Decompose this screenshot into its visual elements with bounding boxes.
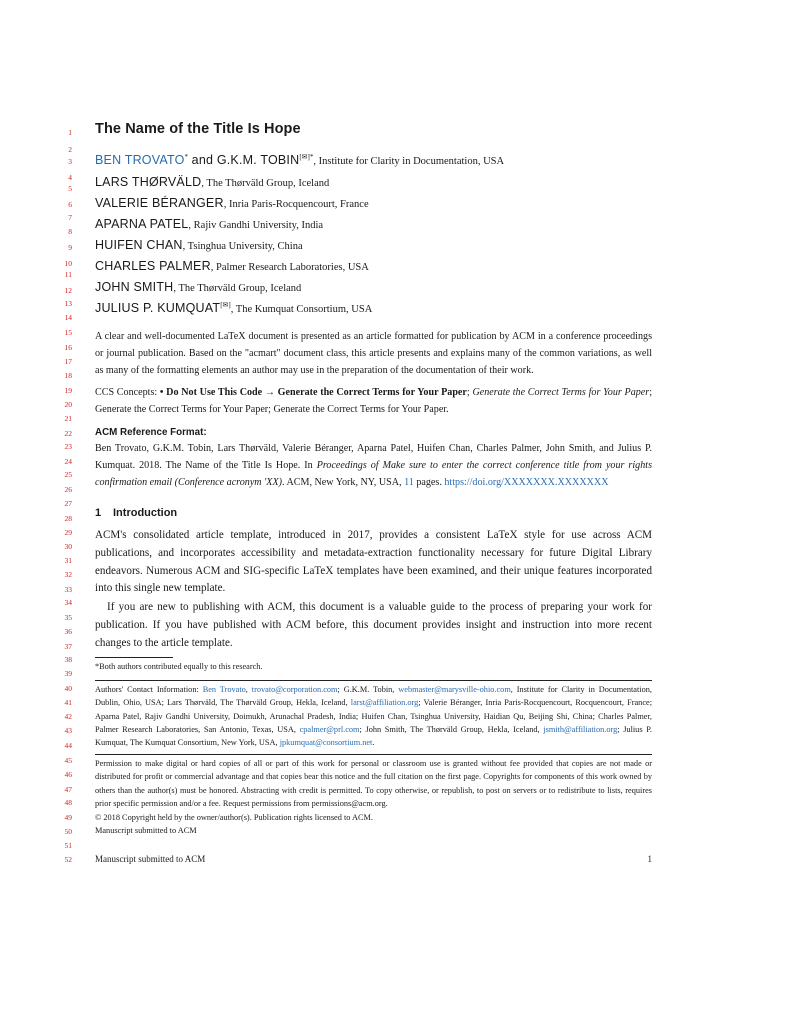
line-number: 47 xyxy=(64,785,72,794)
line-number: 14 xyxy=(64,313,72,322)
author-footnote-mark: [✉]* xyxy=(299,153,314,161)
author-name: APARNA PATEL xyxy=(95,217,189,231)
author-link[interactable]: Ben Trovato xyxy=(202,685,246,694)
email-link[interactable]: trovato@corporation.com xyxy=(251,685,338,694)
ccs-label: CCS Concepts: xyxy=(95,387,160,398)
copyright-notice: © 2018 Copyright held by the owner/author(s). Publication rights licensed to ACM. xyxy=(95,813,373,822)
line-number: 48 xyxy=(64,798,72,807)
line-number: 30 xyxy=(64,542,72,551)
line-number: 8 xyxy=(68,227,72,236)
author-footnote-mark: [✉] xyxy=(220,301,231,309)
author-name: G.K.M. TOBIN xyxy=(216,153,300,167)
line-number: 15 xyxy=(64,328,72,337)
line-number: 4 xyxy=(68,173,72,182)
line-number: 38 xyxy=(64,655,72,664)
line-number: 45 xyxy=(64,756,72,765)
intro-paragraph-2: If you are new to publishing with ACM, this document is a valuable guide to the process of preparing your work for publication. If you have published with ACM before, this document provides insight and instruction into more recent changes to the article template. xyxy=(95,601,652,649)
line-number: 20 xyxy=(64,400,72,409)
permission-rule xyxy=(95,754,652,755)
manuscript-note: Manuscript submitted to ACM xyxy=(95,826,197,835)
contact-text: . xyxy=(372,738,375,748)
ccs-concepts xyxy=(95,385,652,419)
contact-text: ; John Smith, The Thørväld Group, Hekla, Iceland, xyxy=(359,724,544,734)
author-line-1 xyxy=(95,153,504,167)
reference-format-heading-wrap xyxy=(95,425,652,442)
ccs-separator: ; xyxy=(466,387,473,398)
author-conjunction: and xyxy=(188,153,217,167)
line-number: 33 xyxy=(64,585,72,594)
line-number: 46 xyxy=(64,770,72,779)
author-line-4 xyxy=(95,217,323,231)
line-number: 34 xyxy=(64,598,72,607)
section-number: 1 xyxy=(95,507,102,519)
ccs-rest: ; Generate the Correct Terms for Your Paper; Generate the Correct Terms for Your Paper. xyxy=(95,387,653,415)
email-link[interactable]: cpalmer@prl.com xyxy=(299,724,360,734)
line-number: 7 xyxy=(68,213,72,222)
line-number: 16 xyxy=(64,343,72,352)
author-line-3 xyxy=(95,196,369,210)
line-number: 35 xyxy=(64,613,72,622)
email-link[interactable]: jpkumquat@consortium.net xyxy=(279,738,373,748)
line-number: 36 xyxy=(64,627,72,636)
author-line-2 xyxy=(95,175,329,189)
contact-text: , Institute for Clarity in Documentation, Dublin, Ohio, USA; Lars Thørväld, The Thørväld Group, Hekla, Iceland, xyxy=(95,685,652,708)
paper-title: The Name of the Title Is Hope xyxy=(95,121,301,137)
contact-text: ; Valerie Béranger, Inria Paris-Rocquencourt, Rocquencourt, France; Aparna Patel, Rajiv Gandhi University, Doimukh, Arunachal Pradesh, India; Huifen Chan, Tsinghua University, Haidian Qu, Beijing Shi, China; Charles Palmer, Palmer Research Laboratories, San Antonio, Texas, USA, xyxy=(95,698,652,734)
author-affiliation: , Rajiv Gandhi University, India xyxy=(188,220,324,231)
line-number: 25 xyxy=(64,470,72,479)
email-link[interactable]: jsmith@affiliation.org xyxy=(543,724,618,734)
reference-format-heading: ACM Reference Format: xyxy=(95,427,207,438)
page-number: 1 xyxy=(647,854,652,864)
line-number: 19 xyxy=(64,386,72,395)
author-affiliation: , The Thørväld Group, Iceland xyxy=(173,283,302,294)
line-number: 37 xyxy=(64,642,72,651)
line-number: 9 xyxy=(68,243,72,252)
line-number: 51 xyxy=(64,841,72,850)
section-title: Introduction xyxy=(113,507,178,519)
permission-notice: Permission to make digital or hard copies of all or part of this work for personal or classroom use is granted without fee provided that copies are not made or distributed for profit or commercial advantage and that copies bear this notice and the full citation on the first page. Copyrights for components of this work owned by others than the author(s) must be honored. Abstracting with credit is permitted. To copy otherwise, or republish, to post on servers or to redistribute to lists, requires prior specific permission and/or a fee. Request permissions from permissions@acm.org. xyxy=(95,759,652,808)
author-affiliation: , Tsinghua University, China xyxy=(182,241,303,252)
contact-text: ; Julius P. Kumquat, The Kumquat Consortium, New York, USA, xyxy=(95,724,652,748)
reference-format xyxy=(95,441,652,491)
author-affiliation: , Palmer Research Laboratories, USA xyxy=(210,262,369,273)
author-name: CHARLES PALMER xyxy=(95,259,211,273)
doi-link[interactable]: https://doi.org/XXXXXXX.XXXXXXX xyxy=(444,476,609,488)
line-number: 41 xyxy=(64,698,72,707)
author-affiliation: , The Thørväld Group, Iceland xyxy=(201,178,330,189)
ref-text: pages. xyxy=(413,476,445,488)
author-name: JOHN SMITH xyxy=(95,280,174,294)
author-name: JULIUS P. KUMQUAT xyxy=(95,301,221,315)
line-number: 27 xyxy=(64,499,72,508)
email-link[interactable]: larst@affiliation.org xyxy=(350,698,419,708)
section-heading xyxy=(95,507,177,519)
footer-manuscript: Manuscript submitted to ACM xyxy=(95,854,206,864)
intro-paragraph-1: ACM's consolidated article template, introduced in 2017, provides a consistent LaTeX style for use across ACM publications, and incorporates accessibility and metadata-extraction functionality necessary for future Digital Library endeavors. Numerous ACM and SIG-specific LaTeX templates have been examined, and their unique features incorporated into this single new template. xyxy=(95,529,652,595)
author-affiliation: , Inria Paris-Rocquencourt, France xyxy=(223,199,369,210)
line-number: 10 xyxy=(64,259,72,268)
line-number: 49 xyxy=(64,813,72,822)
author-line-8 xyxy=(95,301,372,315)
author-line-5 xyxy=(95,238,303,252)
ref-text: . ACM, New York, NY, USA, xyxy=(281,476,405,488)
ccs-bold-concept: • Do Not Use This Code → Generate the Correct Terms for Your Paper xyxy=(159,387,467,398)
line-number: 2 xyxy=(68,145,72,154)
author-affiliation: , Institute for Clarity in Documentation, USA xyxy=(313,156,505,167)
line-number: 3 xyxy=(68,157,72,166)
line-number: 17 xyxy=(64,357,72,366)
line-number: 13 xyxy=(64,299,72,308)
line-number: 32 xyxy=(64,570,72,579)
line-number: 29 xyxy=(64,528,72,537)
contact-text: ; G.K.M. Tobin, xyxy=(337,685,399,694)
line-number: 24 xyxy=(64,457,72,466)
line-number: 43 xyxy=(64,726,72,735)
author-footnote-mark: * xyxy=(184,153,188,161)
footnote: *Both authors contributed equally to this research. xyxy=(95,662,263,671)
contact-information xyxy=(95,683,652,749)
ref-text: Ben Trovato, G.K.M. Tobin, Lars Thørväld, Valerie Béranger, Aparna Patel, Huifen Chan, Charles Palmer, John Smith, and Julius P. Kumquat. 2018. The Name of the Title Is Hope. In xyxy=(95,443,652,471)
line-number: 21 xyxy=(64,414,72,423)
line-number: 12 xyxy=(64,286,72,295)
line-number: 31 xyxy=(64,556,72,565)
line-number: 39 xyxy=(64,669,72,678)
author-name: LARS THØRVÄLD xyxy=(95,175,202,189)
line-number: 50 xyxy=(64,827,72,836)
line-number: 11 xyxy=(64,270,72,279)
line-number: 42 xyxy=(64,712,72,721)
author-line-6 xyxy=(95,259,369,273)
line-number: 28 xyxy=(64,514,72,523)
line-number: 22 xyxy=(64,429,72,438)
line-number: 23 xyxy=(64,442,72,451)
abstract: A clear and well-documented LaTeX document is presented as an article formatted for publication by ACM in a conference proceedings or journal publication. Based on the "acmart" document class, this article presents and explains many of the common variations, as well as many of the formatting elements an author may use in the preparation of the documentation of their work. xyxy=(95,331,652,376)
contact-rule xyxy=(95,680,652,681)
author-affiliation: , The Kumquat Consortium, USA xyxy=(230,304,373,315)
line-number: 5 xyxy=(68,184,72,193)
ref-pages-link[interactable]: 11 xyxy=(404,476,414,488)
ccs-italic-concept: Generate the Correct Terms for Your Paper xyxy=(472,387,650,398)
line-number: 44 xyxy=(64,741,72,750)
line-number: 52 xyxy=(64,855,72,864)
line-number: 18 xyxy=(64,371,72,380)
author-line-7 xyxy=(95,280,301,294)
line-number: 26 xyxy=(64,485,72,494)
contact-text: , xyxy=(245,685,252,694)
footnote-rule xyxy=(95,657,173,658)
line-number: 1 xyxy=(68,128,72,137)
ref-venue: Proceedings of Make sure to enter the correct conference title from your rights confirmation email (Conference acronym 'XX) xyxy=(95,459,652,488)
contact-text: Authors' Contact Information: xyxy=(95,685,203,694)
author-name: VALERIE BÉRANGER xyxy=(95,196,224,210)
line-number: 6 xyxy=(68,200,72,209)
author-name-link[interactable]: BEN TROVATO xyxy=(95,153,185,167)
email-link[interactable]: webmaster@marysville-ohio.com xyxy=(398,685,511,694)
line-number: 40 xyxy=(64,684,72,693)
author-name: HUIFEN CHAN xyxy=(95,238,183,252)
